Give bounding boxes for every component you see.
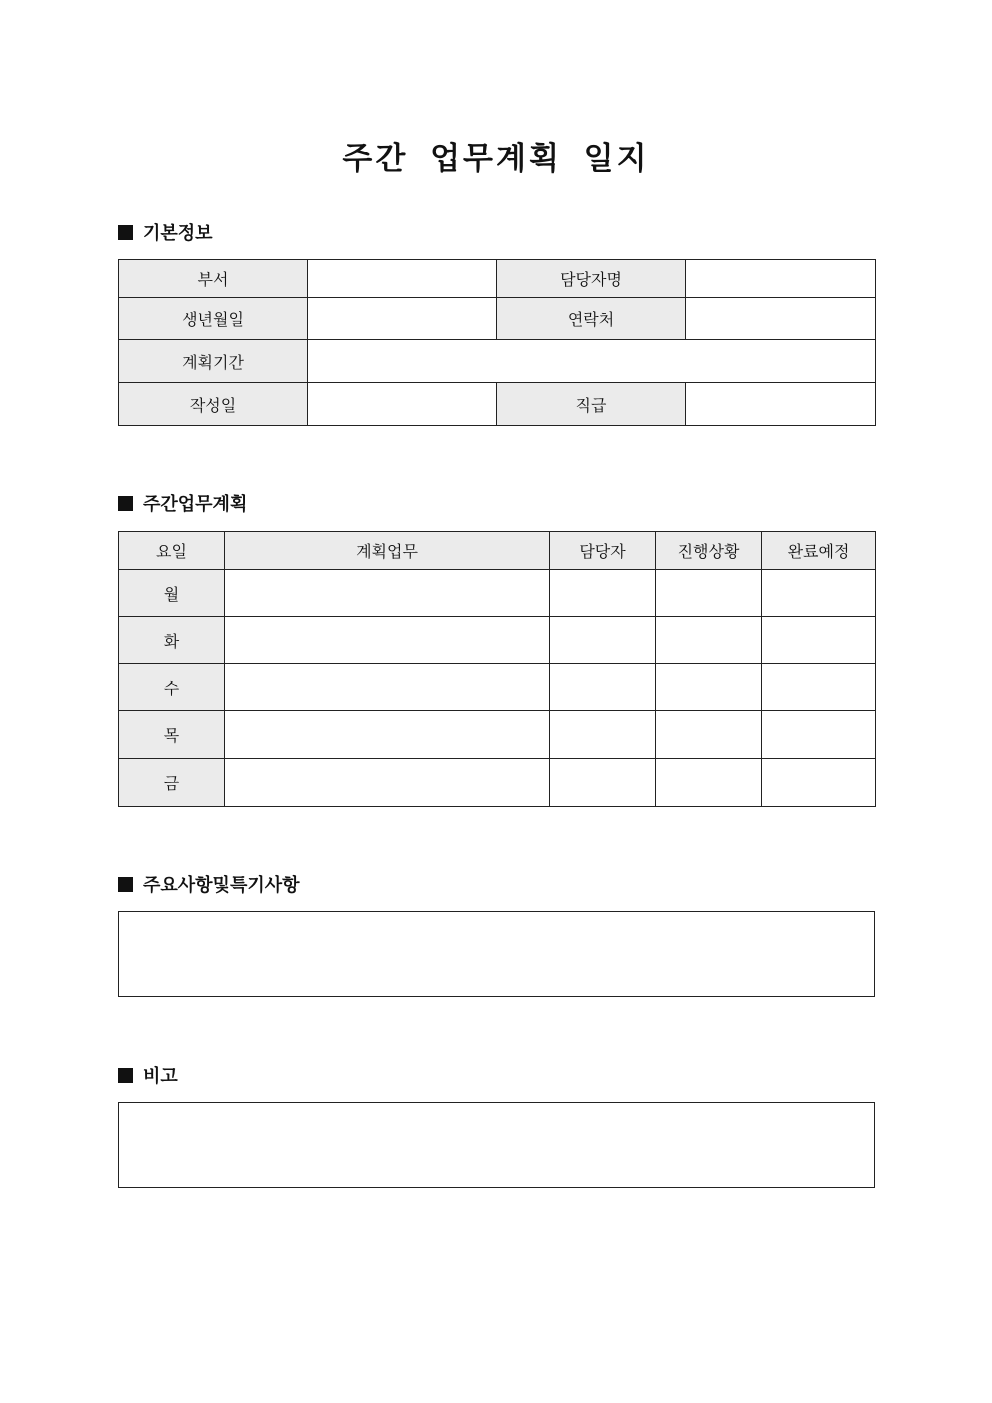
day-monday: 월 bbox=[119, 570, 225, 617]
progress-cell[interactable] bbox=[656, 617, 762, 664]
manager-name-field[interactable] bbox=[686, 260, 876, 298]
written-date-field[interactable] bbox=[308, 383, 497, 426]
weekly-plan-table bbox=[118, 531, 876, 807]
header-day: 요일 bbox=[119, 532, 225, 570]
birth-date-label: 생년월일 bbox=[119, 298, 308, 340]
progress-cell[interactable] bbox=[656, 570, 762, 617]
table-row bbox=[119, 617, 876, 664]
square-bullet-icon bbox=[118, 877, 133, 892]
task-cell[interactable] bbox=[225, 759, 550, 807]
assignee-cell[interactable] bbox=[550, 570, 656, 617]
section-heading-weekly-plan bbox=[118, 492, 247, 518]
header-due: 완료예정 bbox=[762, 532, 876, 570]
department-label: 부서 bbox=[119, 260, 308, 298]
table-header-row bbox=[119, 532, 876, 570]
written-date-label: 작성일 bbox=[119, 383, 308, 426]
contact-label: 연락처 bbox=[497, 298, 686, 340]
due-cell[interactable] bbox=[762, 711, 876, 759]
department-field[interactable] bbox=[308, 260, 497, 298]
assignee-cell[interactable] bbox=[550, 664, 656, 711]
day-wednesday: 수 bbox=[119, 664, 225, 711]
section-heading-notes bbox=[118, 873, 300, 899]
section-label: 비고 bbox=[143, 1066, 178, 1087]
remarks-box[interactable] bbox=[118, 1102, 875, 1188]
due-cell[interactable] bbox=[762, 664, 876, 711]
due-cell[interactable] bbox=[762, 570, 876, 617]
task-cell[interactable] bbox=[225, 570, 550, 617]
notes-box[interactable] bbox=[118, 911, 875, 997]
table-row bbox=[119, 759, 876, 807]
due-cell[interactable] bbox=[762, 617, 876, 664]
plan-period-label: 계획기간 bbox=[119, 340, 308, 383]
square-bullet-icon bbox=[118, 496, 133, 511]
section-label: 주요사항및특기사항 bbox=[143, 875, 300, 896]
manager-name-label: 담당자명 bbox=[497, 260, 686, 298]
day-thursday: 목 bbox=[119, 711, 225, 759]
section-heading-remarks bbox=[118, 1064, 178, 1090]
position-field[interactable] bbox=[686, 383, 876, 426]
assignee-cell[interactable] bbox=[550, 759, 656, 807]
document-title: 주간 업무계획 일지 bbox=[342, 141, 650, 177]
square-bullet-icon bbox=[118, 1068, 133, 1083]
day-tuesday: 화 bbox=[119, 617, 225, 664]
square-bullet-icon bbox=[118, 225, 133, 240]
table-row bbox=[119, 298, 876, 340]
plan-period-field[interactable] bbox=[308, 340, 876, 383]
header-planned-task: 계획업무 bbox=[225, 532, 550, 570]
position-label: 직급 bbox=[497, 383, 686, 426]
task-cell[interactable] bbox=[225, 664, 550, 711]
progress-cell[interactable] bbox=[656, 711, 762, 759]
due-cell[interactable] bbox=[762, 759, 876, 807]
assignee-cell[interactable] bbox=[550, 617, 656, 664]
table-row bbox=[119, 664, 876, 711]
table-row bbox=[119, 570, 876, 617]
day-friday: 금 bbox=[119, 759, 225, 807]
birth-date-field[interactable] bbox=[308, 298, 497, 340]
section-heading-basic-info bbox=[118, 221, 213, 247]
section-label: 기본정보 bbox=[143, 223, 213, 244]
contact-field[interactable] bbox=[686, 298, 876, 340]
progress-cell[interactable] bbox=[656, 664, 762, 711]
table-row bbox=[119, 340, 876, 383]
table-row bbox=[119, 383, 876, 426]
header-progress: 진행상황 bbox=[656, 532, 762, 570]
section-label: 주간업무계획 bbox=[143, 494, 248, 515]
table-row bbox=[119, 711, 876, 759]
task-cell[interactable] bbox=[225, 617, 550, 664]
header-assignee: 담당자 bbox=[550, 532, 656, 570]
basic-info-table bbox=[118, 259, 876, 426]
progress-cell[interactable] bbox=[656, 759, 762, 807]
task-cell[interactable] bbox=[225, 711, 550, 759]
assignee-cell[interactable] bbox=[550, 711, 656, 759]
table-row bbox=[119, 260, 876, 298]
